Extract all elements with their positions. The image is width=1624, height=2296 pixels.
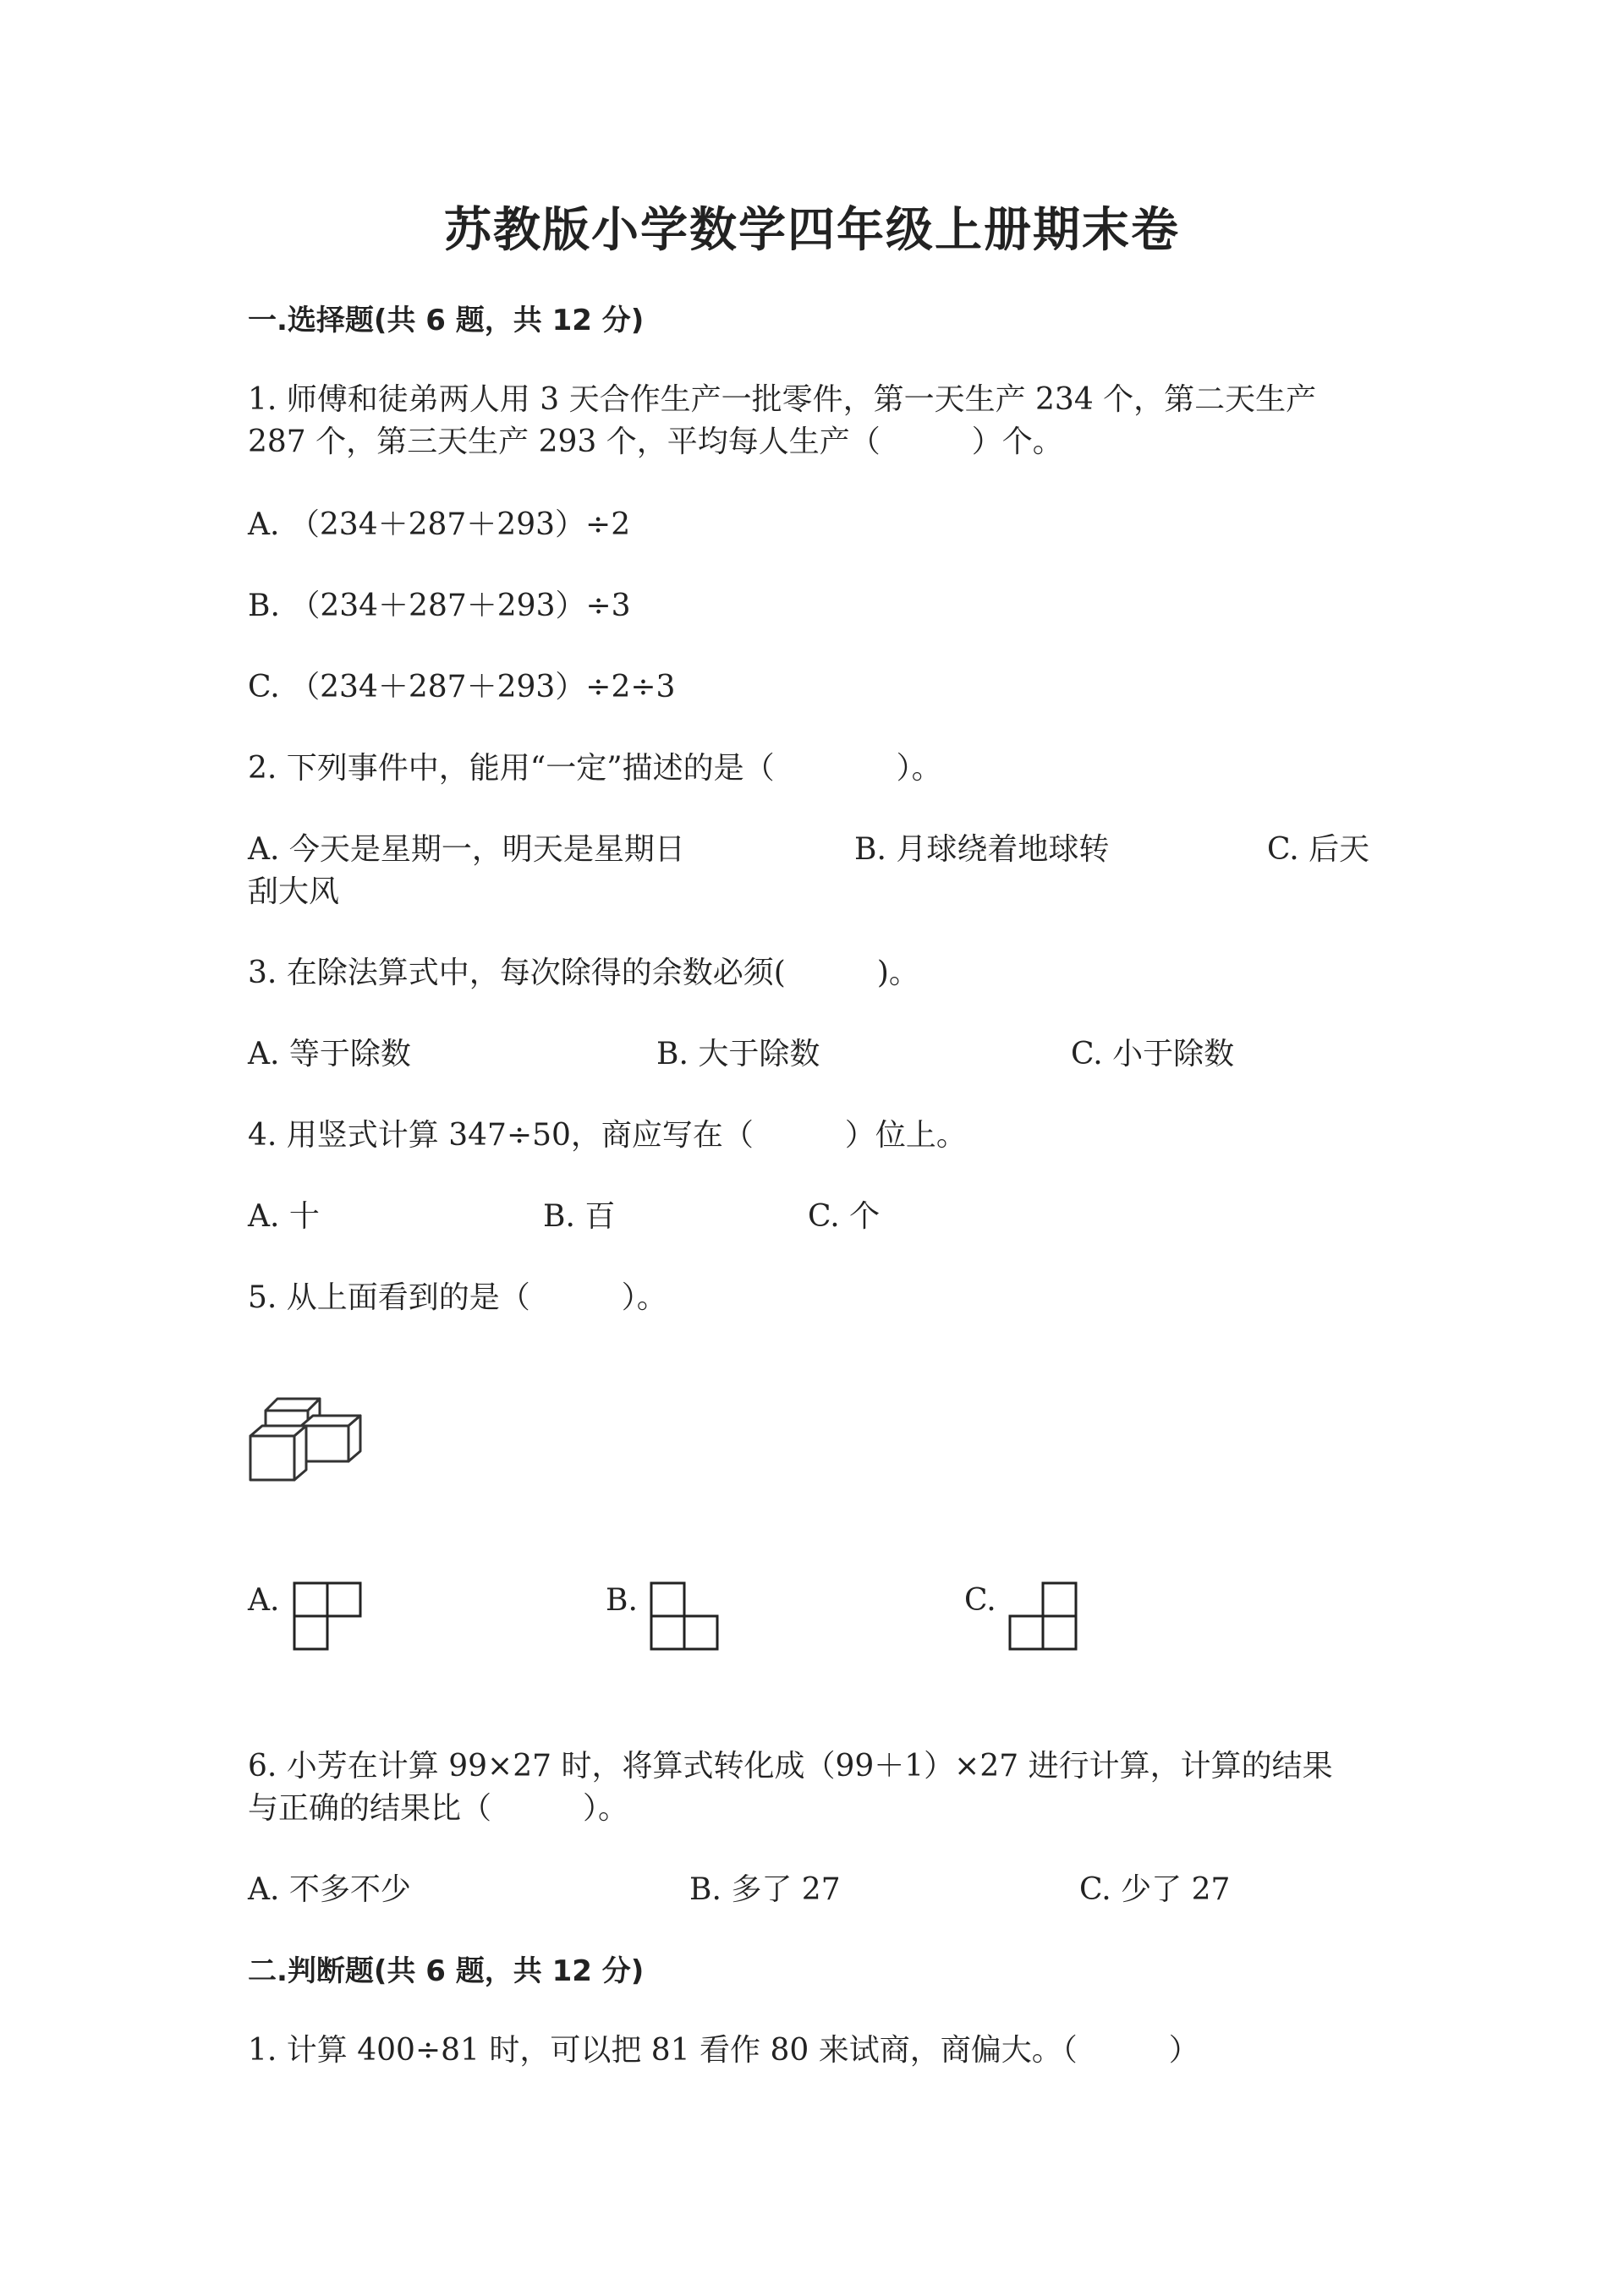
question-5-option-a: A. — [248, 1583, 280, 1618]
question-1-stem-line2: 287 个，第三天生产 293 个，平均每人生产（ ）个。 — [248, 425, 1063, 459]
question-2-option-c: C. 后天 — [1267, 832, 1370, 867]
section-heading-choice: 一.选择题(共 6 题，共 12 分) — [248, 304, 645, 337]
question-6-stem-line1: 6. 小芳在计算 99×27 时，将算式转化成（99＋1）×27 进行计算，计算的结果 — [248, 1749, 1333, 1784]
question-5-stem: 5. 从上面看到的是（ ）。 — [248, 1280, 667, 1315]
question-1-option-a: A. （234＋287＋293）÷2 — [248, 507, 631, 542]
question-6-option-a: A. 不多不少 — [248, 1872, 411, 1907]
page-title: 苏教版小学数学四年级上册期末卷 — [444, 202, 1180, 258]
question-5-option-b: B. — [606, 1583, 638, 1618]
question-3-option-b: B. 大于除数 — [656, 1037, 820, 1071]
question-2-stem: 2. 下列事件中，能用“一定”描述的是（ ）。 — [248, 751, 942, 786]
question-2-option-b: B. 月球绕着地球转 — [854, 832, 1110, 867]
question-3-option-a: A. 等于除数 — [248, 1037, 411, 1071]
question-4-option-b: B. 百 — [543, 1199, 616, 1234]
question-4-stem: 4. 用竖式计算 347÷50，商应写在（ ）位上。 — [248, 1118, 967, 1153]
option-a-figure — [293, 1581, 362, 1651]
question-1-option-c: C. （234＋287＋293）÷2÷3 — [248, 670, 676, 704]
section-heading-judge: 二.判断题(共 6 题，共 12 分) — [248, 1954, 645, 1988]
question-5-option-c: C. — [964, 1583, 996, 1618]
question-1-stem-line1: 1. 师傅和徒弟两人用 3 天合作生产一批零件，第一天生产 234 个，第二天生产 — [248, 382, 1317, 417]
stacked-cubes-figure — [249, 1392, 367, 1485]
judge-question-1-stem: 1. 计算 400÷81 时，可以把 81 看作 80 来试商，商偏大。（ ） — [248, 2033, 1199, 2068]
question-2-option-a: A. 今天是星期一，明天是星期日 — [248, 832, 685, 867]
question-3-stem: 3. 在除法算式中，每次除得的余数必须( )。 — [248, 956, 919, 990]
question-2-option-c-wrap: 刮大风 — [248, 874, 340, 909]
question-4-option-a: A. 十 — [248, 1199, 320, 1234]
question-6-option-b: B. 多了 27 — [689, 1872, 841, 1907]
question-3-option-c: C. 小于除数 — [1071, 1037, 1235, 1071]
option-b-figure — [650, 1581, 719, 1651]
question-6-stem-line2: 与正确的结果比（ ）。 — [248, 1791, 629, 1826]
option-c-figure — [1008, 1581, 1078, 1651]
question-6-option-c: C. 少了 27 — [1079, 1872, 1231, 1907]
question-1-option-b: B. （234＋287＋293）÷3 — [248, 589, 631, 623]
question-4-option-c: C. 个 — [808, 1199, 881, 1234]
